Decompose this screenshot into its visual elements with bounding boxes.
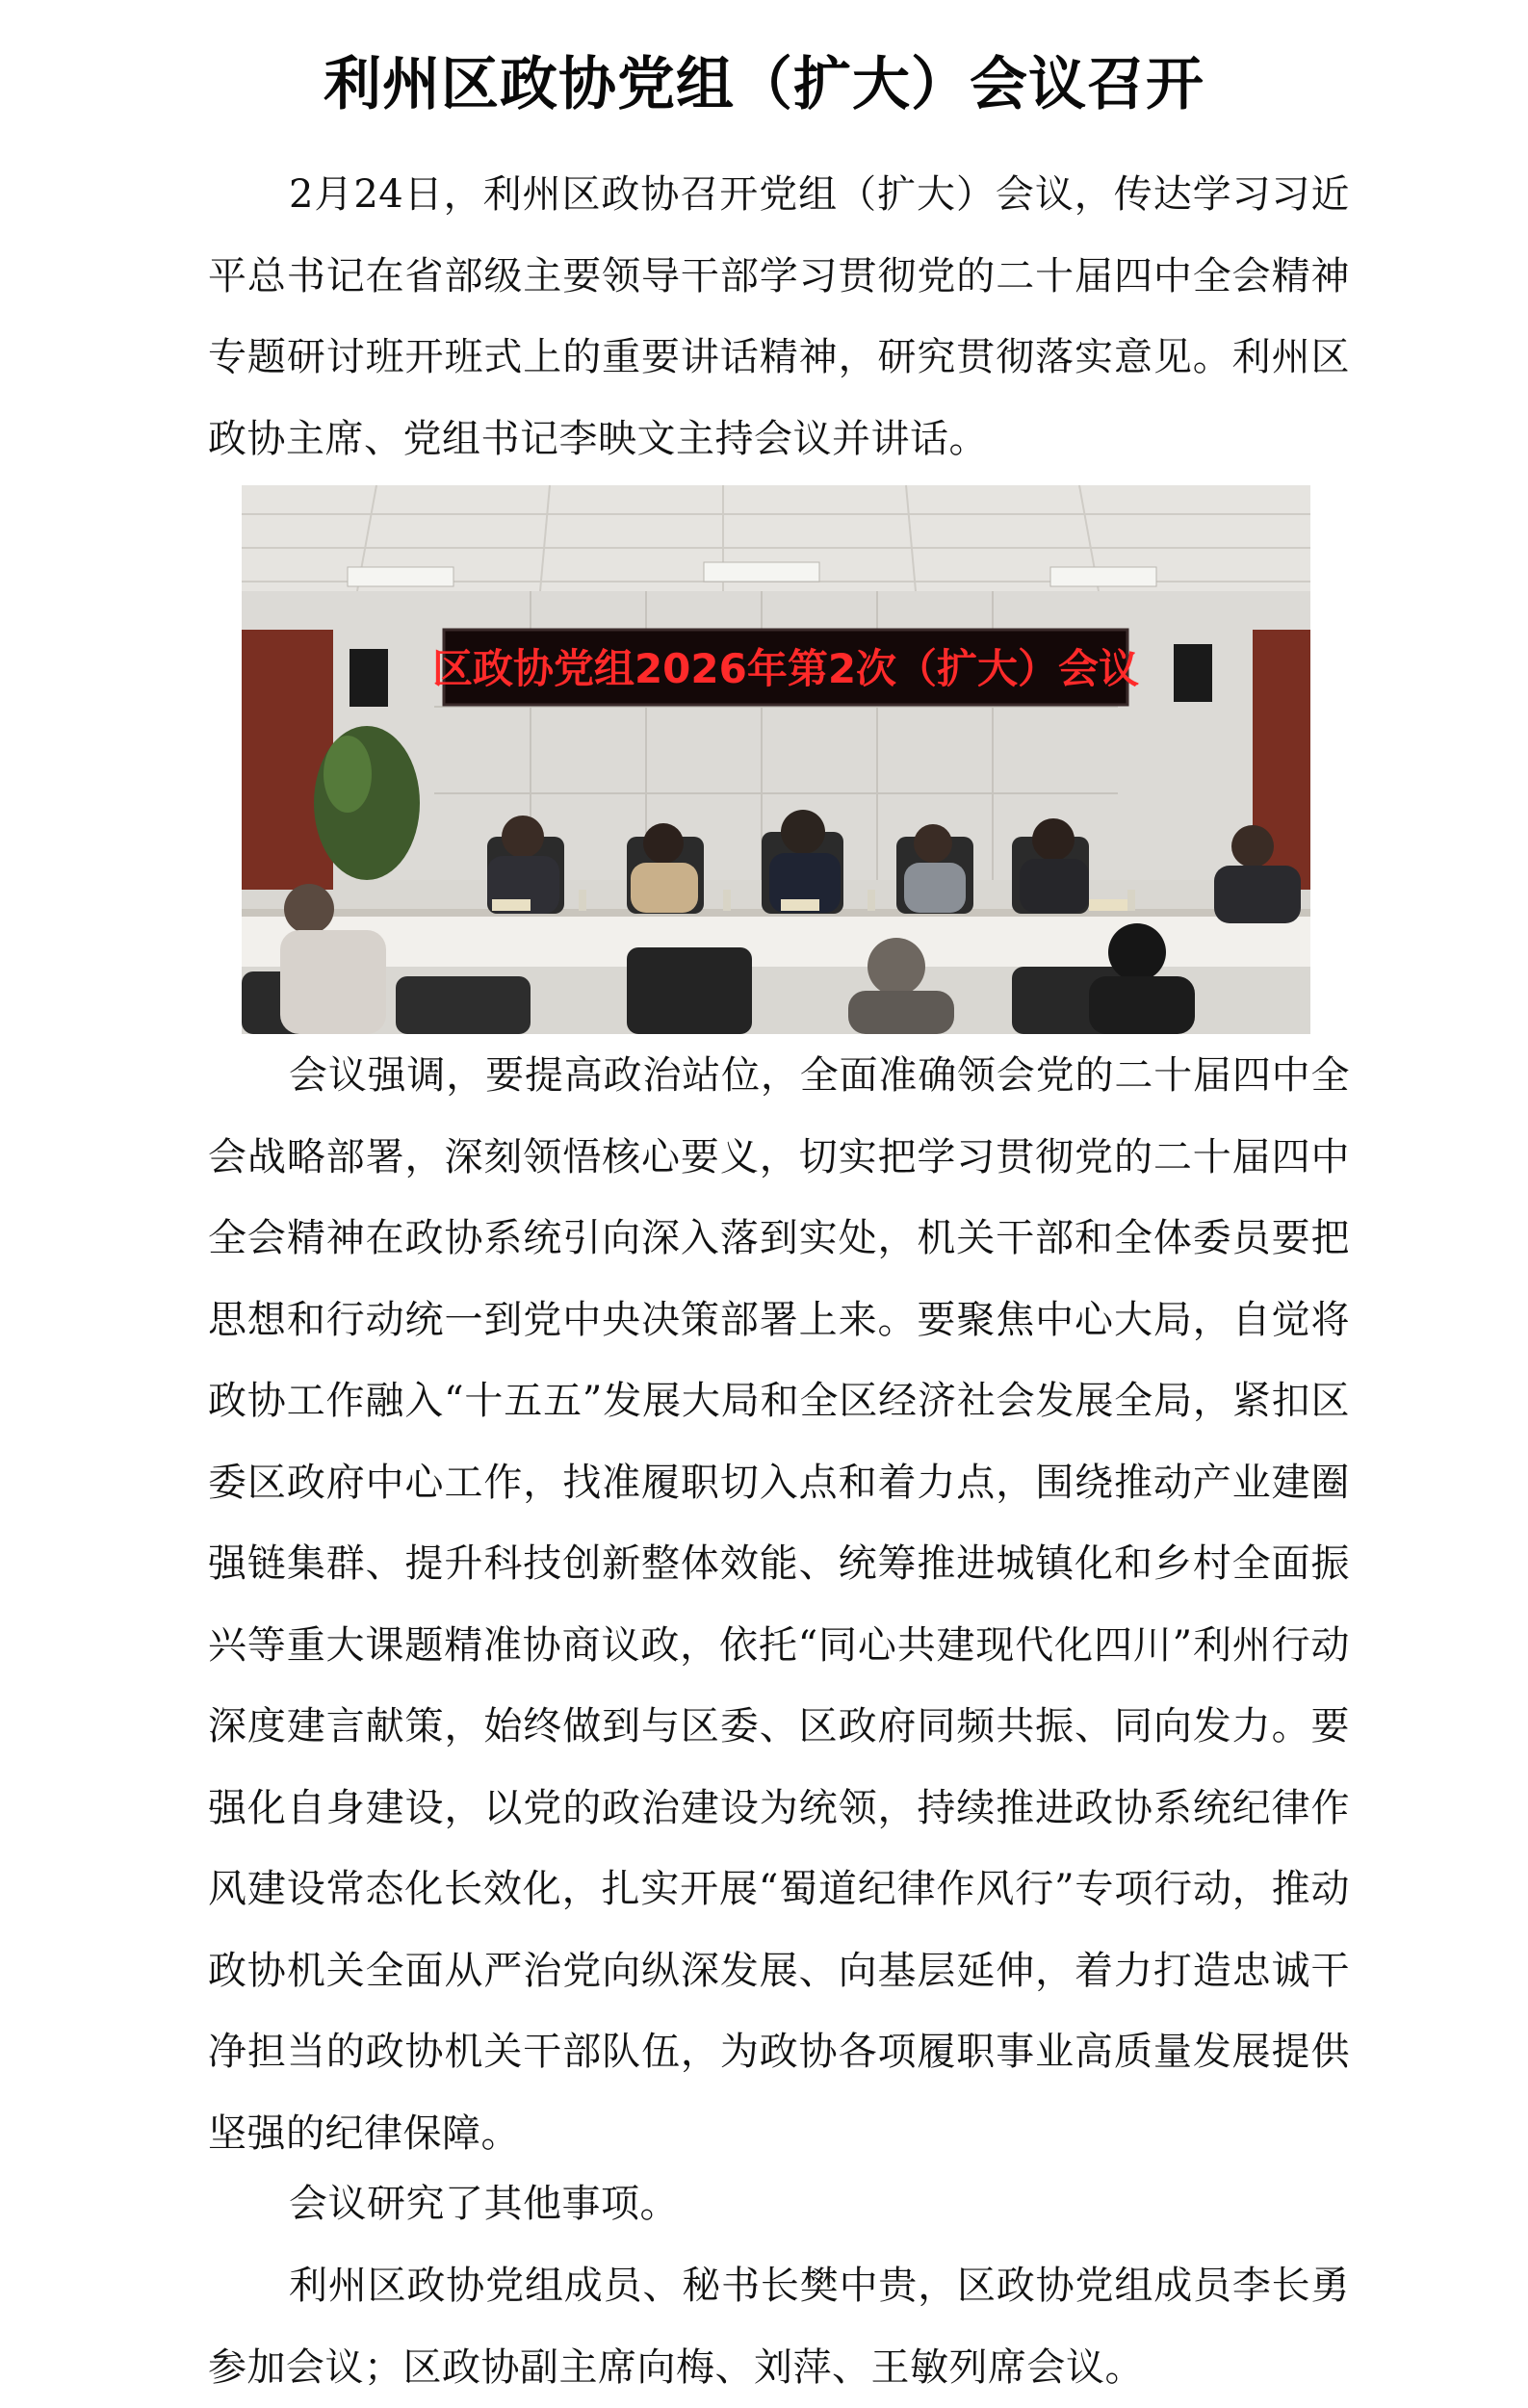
meeting-photo [242,485,1310,1034]
paragraph-attendees: 利州区政协党组成员、秘书长樊中贵，区政协党组成员李长勇参加会议；区政协副主席向梅、刘萍、王敏列席会议。 [208,2264,1350,2390]
paragraph-intro: 2月24日，利州区政协召开党组（扩大）会议，传达学习习近平总书记在省部级主要领导干部学习贯彻党的二十届四中全会精神专题研讨班开班式上的重要讲话精神，研究贯彻落实意见。利州区政协主席、党组书记李映文主持会议并讲话。 [208,172,1350,461]
led-banner-text: 区政协党组2026年第2次（扩大）会议 [431,645,1140,692]
speaker-left [350,649,388,707]
paragraph-emphasis: 会议强调，要提高政治站位，全面准确领会党的二十届四中全会战略部署，深刻领悟核心要义，切实把学习贯彻党的二十届四中全会精神在政协系统引向深入落到实处，机关干部和全体委员要把思想和行动统一到党中央决策部署上来。要聚焦中心大局，自觉将政协工作融入“十五五”发展大局和全区经济社会发展全局，紧扣区委区政府中心工作，找准履职切入点和着力点，围绕推动产业建圈强链集群、提升科技创新整体效能、统筹推进城镇化和乡村全面振兴等重大课题精准协商议政，依托“同心共建现代化四川”利州行动深度建言献策，始终做到与区委、区政府同频共振、同向发力。要强化自身建设，以党的政治建设为统领，持续推进政协系统纪律作风建设常态化长效化，扎实开展“蜀道纪律作风行”专项行动，推动政协机关全面从严治党向纵深发展、向基层延伸，着力打造忠诚干净担当的政协机关干部队伍，为政协各项履职事业高质量发展提供坚强的纪律保障。 [208,1053,1350,2156]
paragraph-other-matters: 会议研究了其他事项。 [289,2182,679,2226]
article-title: 利州区政协党组（扩大）会议召开 [324,51,1204,119]
left-door [242,630,333,890]
meeting-photo-illustration [242,485,1310,1034]
ceiling-vent-right [1050,567,1156,586]
ceiling-vent-left [348,567,453,586]
ceiling-vent-center [704,562,819,582]
speaker-right [1174,644,1212,702]
